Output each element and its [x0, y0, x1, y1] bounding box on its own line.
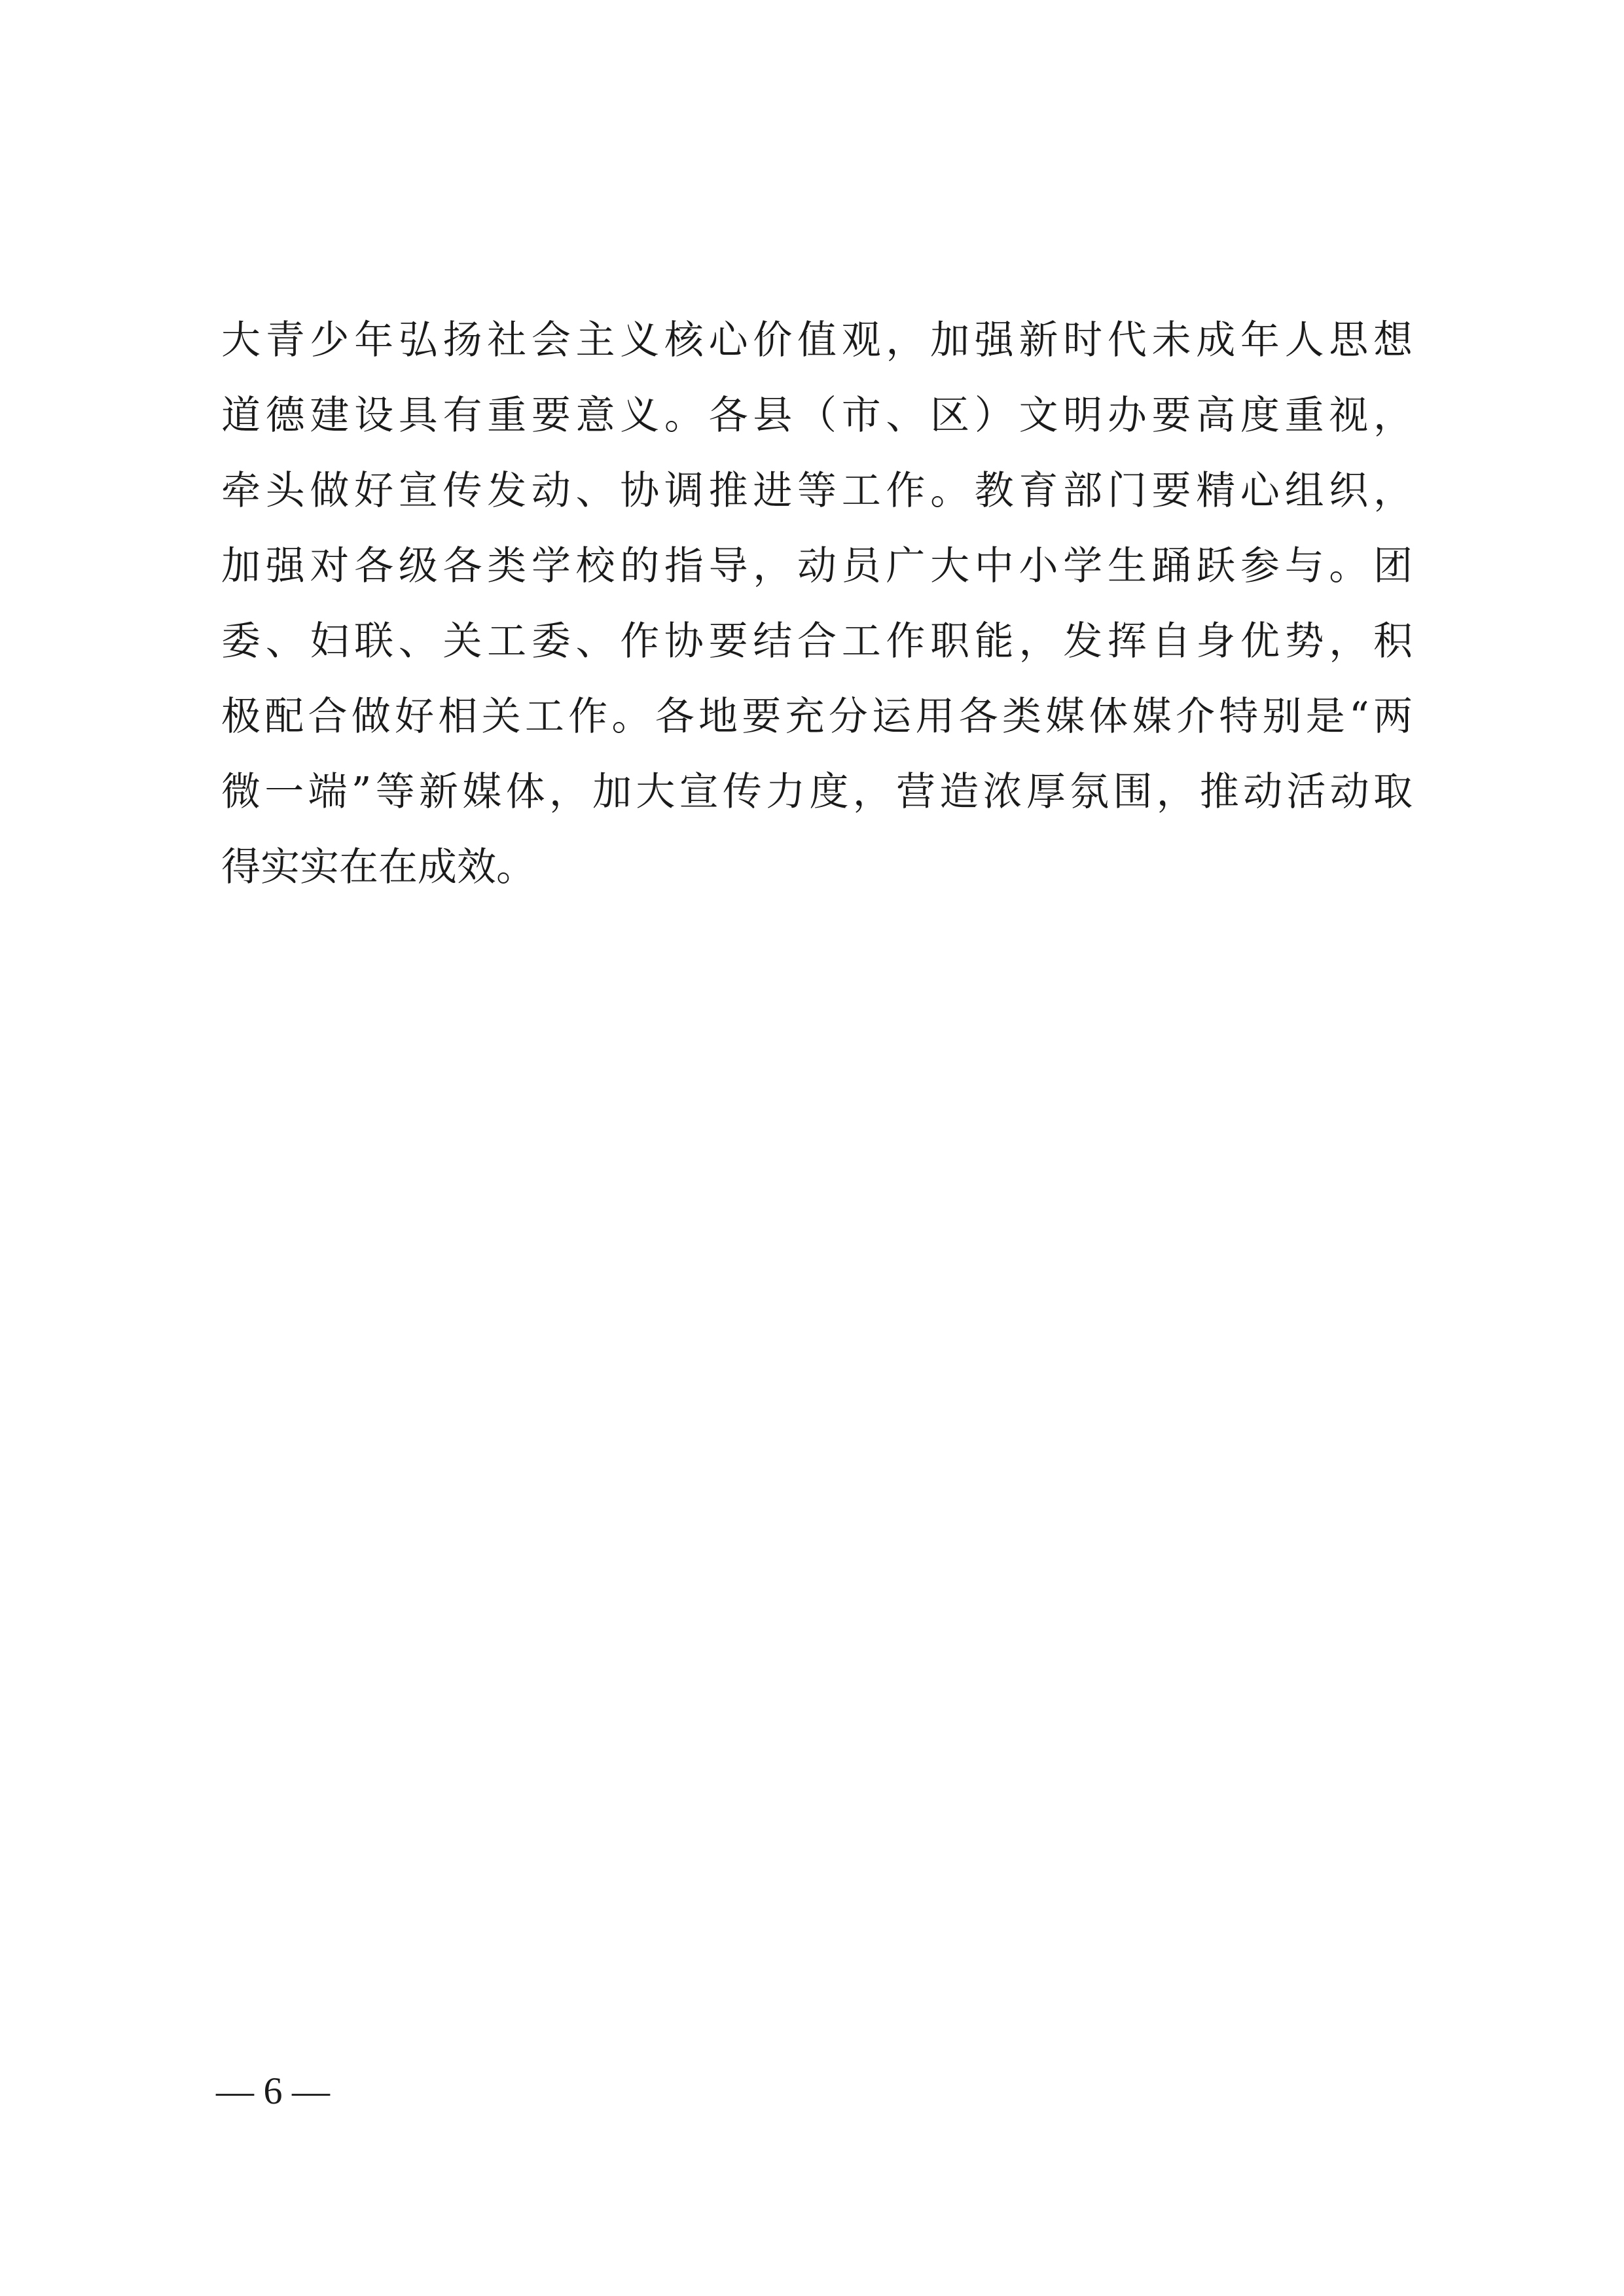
- body-line-5: 委、妇联、关工委、作协要结合工作职能，发挥自身优势，积: [221, 619, 1413, 664]
- body-line-8: 得实实在在成效。: [221, 844, 535, 890]
- body-line-2: 道德建设具有重要意义。各县（市、区）文明办要高度重视，: [221, 393, 1413, 439]
- body-line-7: 微一端”等新媒体，加大宣传力度，营造浓厚氛围，推动活动取: [221, 769, 1413, 815]
- body-line-4: 加强对各级各类学校的指导，动员广大中小学生踊跃参与。团: [221, 543, 1413, 589]
- body-line-1: 大青少年弘扬社会主义核心价值观，加强新时代未成年人思想: [221, 317, 1413, 363]
- body-line-3: 牵头做好宣传发动、协调推进等工作。教育部门要精心组织，: [221, 468, 1413, 514]
- body-line-6: 极配合做好相关工作。各地要充分运用各类媒体媒介特别是“两: [221, 694, 1413, 740]
- page-number: — 6 —: [216, 2070, 330, 2112]
- body-paragraph: [221, 303, 1413, 905]
